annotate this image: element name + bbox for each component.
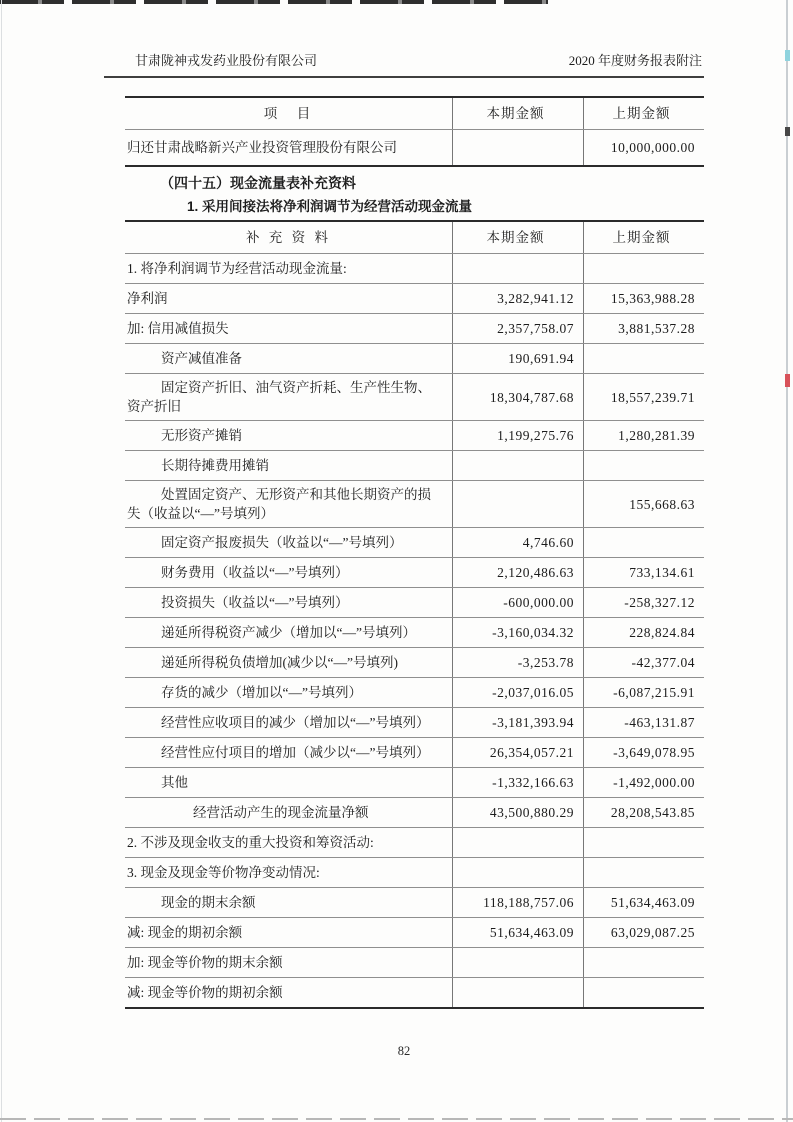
row-label: 2. 不涉及现金收支的重大投资和筹资活动: <box>127 835 374 850</box>
row-current-amount <box>452 948 584 977</box>
row-current-amount: 2,120,486.63 <box>452 558 584 587</box>
table-row <box>125 767 704 797</box>
row-label: 固定资产报废损失（收益以“—”号填列） <box>161 535 403 550</box>
company-name: 甘肃陇神戎发药业股份有限公司 <box>135 53 318 68</box>
row-current-amount: -2,037,016.05 <box>452 678 584 707</box>
row-current-amount: 43,500,880.29 <box>452 798 584 827</box>
row-prior-amount: -1,492,000.00 <box>613 775 695 790</box>
row-prior-amount <box>584 344 704 373</box>
table-row <box>125 313 704 343</box>
document-header <box>104 50 704 78</box>
section-heading: （四十五）现金流量表补充资料 <box>160 175 356 191</box>
column-header-item: 补 充 资 料 <box>245 230 332 245</box>
table-row <box>125 450 704 480</box>
row-prior-amount: 3,881,537.28 <box>618 321 695 336</box>
column-header-current-amount: 本期金额 <box>452 222 584 253</box>
table-row <box>125 737 704 767</box>
row-label: 长期待摊费用摊销 <box>161 458 269 473</box>
row-current-amount <box>452 451 584 480</box>
repayment-table-header-row <box>125 98 704 129</box>
row-current-amount <box>452 978 584 1007</box>
row-prior-amount <box>584 254 704 283</box>
row-label: 财务费用（收益以“—”号填列） <box>161 565 349 580</box>
repayment-table-body <box>125 129 704 165</box>
row-label: 减: 现金等价物的期初余额 <box>127 985 283 1000</box>
row-label: 减: 现金的期初余额 <box>127 925 243 940</box>
table-row <box>125 253 704 283</box>
column-header-prior-amount: 上期金额 <box>612 106 671 121</box>
page-content <box>104 50 704 1009</box>
row-label: 经营性应付项目的增加（减少以“—”号填列） <box>161 745 430 760</box>
table-row <box>125 129 704 165</box>
table-row <box>125 797 704 827</box>
table-row <box>125 947 704 977</box>
table-row <box>125 283 704 313</box>
scanner-bottom-edge <box>0 1118 793 1120</box>
row-prior-amount: 28,208,543.85 <box>610 805 695 820</box>
column-header-prior-amount: 上期金额 <box>612 230 671 245</box>
table-row <box>125 857 704 887</box>
row-label: 资产减值准备 <box>161 351 242 366</box>
row-current-amount <box>452 481 584 527</box>
supplement-table-body <box>125 253 704 1007</box>
row-current-amount <box>452 828 584 857</box>
row-current-amount: -600,000.00 <box>452 588 584 617</box>
row-prior-amount: 1,280,281.39 <box>618 428 695 443</box>
row-current-amount: 26,354,057.21 <box>452 738 584 767</box>
row-current-amount: 2,357,758.07 <box>452 314 584 343</box>
row-prior-amount <box>584 451 704 480</box>
row-label: 投资损失（收益以“—”号填列） <box>161 595 349 610</box>
page-left-edge-line <box>1 0 2 1122</box>
row-prior-amount: -463,131.87 <box>624 715 695 730</box>
row-prior-amount: -6,087,215.91 <box>613 685 695 700</box>
row-prior-amount: 51,634,463.09 <box>610 895 695 910</box>
row-label: 现金的期末余额 <box>161 895 256 910</box>
row-label: 加: 信用减值损失 <box>127 321 229 336</box>
scan-artifact-cyan <box>785 50 790 61</box>
row-current-amount <box>452 254 584 283</box>
table-row <box>125 977 704 1007</box>
table-row <box>125 343 704 373</box>
table-row <box>125 587 704 617</box>
table-row <box>125 827 704 857</box>
row-label: 其他 <box>161 775 188 790</box>
table-row <box>125 647 704 677</box>
section-subheading: 1. 采用间接法将净利润调节为经营活动现金流量 <box>187 199 473 214</box>
scan-artifact-red <box>785 374 790 387</box>
row-label: 3. 现金及现金等价物净变动情况: <box>127 865 320 880</box>
row-prior-amount: 15,363,988.28 <box>610 291 695 306</box>
row-prior-amount: -42,377.04 <box>631 655 695 670</box>
table-row <box>125 557 704 587</box>
row-current-amount: 51,634,463.09 <box>452 918 584 947</box>
table-row <box>125 617 704 647</box>
scanner-edge-band <box>0 0 548 4</box>
row-prior-amount: -258,327.12 <box>624 595 695 610</box>
row-label: 1. 将净利润调节为经营活动现金流量: <box>127 261 347 276</box>
table-row <box>125 373 704 420</box>
column-header-item: 项 目 <box>263 106 314 121</box>
page-number: 82 <box>397 1044 411 1058</box>
row-current-amount: 118,188,757.06 <box>452 888 584 917</box>
repayment-table <box>125 96 704 167</box>
table-row <box>125 707 704 737</box>
column-header-current-amount: 本期金额 <box>452 98 584 129</box>
row-current-amount: 18,304,787.68 <box>452 374 584 420</box>
scan-artifact-dark <box>785 127 790 136</box>
row-current-amount: 190,691.94 <box>452 344 584 373</box>
row-current-amount <box>452 130 584 165</box>
row-label: 递延所得税资产减少（增加以“—”号填列） <box>161 625 416 640</box>
row-prior-amount <box>584 948 704 977</box>
supplement-table-header-row <box>125 222 704 253</box>
row-prior-amount: 63,029,087.25 <box>610 925 695 940</box>
table-row <box>125 420 704 450</box>
row-label: 存货的减少（增加以“—”号填列） <box>161 685 362 700</box>
row-current-amount: -1,332,166.63 <box>452 768 584 797</box>
row-label: 经营活动产生的现金流量净额 <box>193 805 369 820</box>
row-current-amount: -3,181,393.94 <box>452 708 584 737</box>
row-label: 处置固定资产、无形资产和其他长期资产的损失（收益以“—”号填列） <box>127 487 431 521</box>
row-current-amount: -3,253.78 <box>452 648 584 677</box>
row-prior-amount: 155,668.63 <box>629 496 695 512</box>
row-current-amount: -3,160,034.32 <box>452 618 584 647</box>
row-current-amount <box>452 858 584 887</box>
row-label: 无形资产摊销 <box>161 428 242 443</box>
row-prior-amount <box>584 978 704 1007</box>
row-label: 经营性应收项目的减少（增加以“—”号填列） <box>161 715 430 730</box>
row-prior-amount: 10,000,000.00 <box>610 140 695 155</box>
row-prior-amount <box>584 828 704 857</box>
report-title: 2020 年度财务报表附注 <box>568 53 702 68</box>
table-row <box>125 527 704 557</box>
table-row <box>125 887 704 917</box>
row-label: 递延所得税负债增加(减少以“—”号填列) <box>161 655 398 670</box>
row-label: 归还甘肃战略新兴产业投资管理股份有限公司 <box>127 140 397 155</box>
supplement-table <box>125 220 704 1009</box>
page-right-edge-line <box>786 0 788 1122</box>
row-prior-amount: 18,557,239.71 <box>610 389 695 405</box>
row-prior-amount <box>584 858 704 887</box>
row-label: 加: 现金等价物的期末余额 <box>127 955 283 970</box>
row-current-amount: 1,199,275.76 <box>452 421 584 450</box>
row-label: 固定资产折旧、油气资产折耗、生产性生物、资产折旧 <box>127 380 431 414</box>
row-current-amount: 3,282,941.12 <box>452 284 584 313</box>
row-label: 净利润 <box>127 291 168 306</box>
row-prior-amount: 733,134.61 <box>629 565 695 580</box>
row-prior-amount: -3,649,078.95 <box>613 745 695 760</box>
row-current-amount: 4,746.60 <box>452 528 584 557</box>
table-row <box>125 677 704 707</box>
table-row <box>125 917 704 947</box>
table-row <box>125 480 704 527</box>
row-prior-amount <box>584 528 704 557</box>
row-prior-amount: 228,824.84 <box>629 625 695 640</box>
